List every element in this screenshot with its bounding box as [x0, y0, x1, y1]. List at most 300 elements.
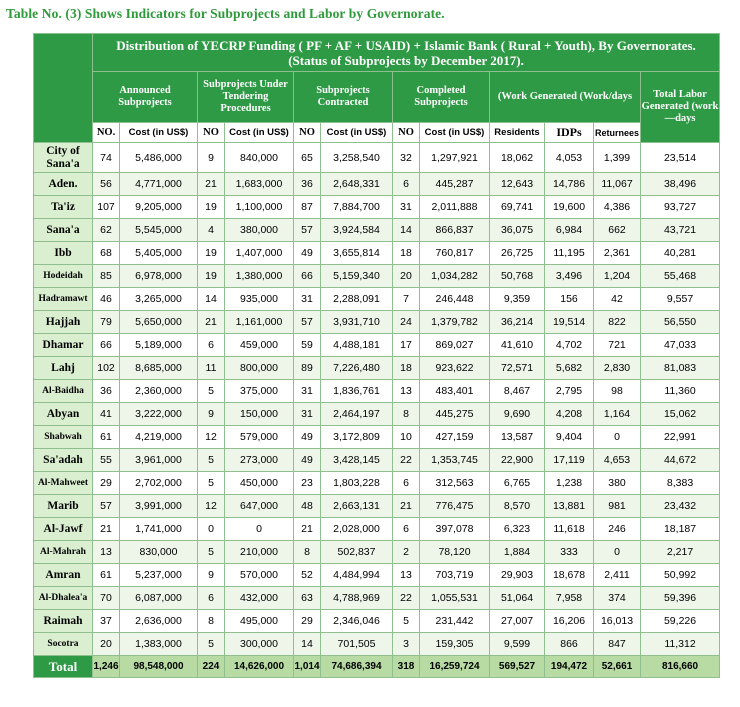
cell-completed-no: 24 [393, 311, 420, 334]
cell-announced-no: 29 [93, 472, 120, 495]
cell-announced-no: 55 [93, 449, 120, 472]
total-completed-no: 318 [393, 656, 420, 678]
cell-contracted-cost: 1,836,761 [321, 380, 393, 403]
cell-contracted-cost: 1,803,228 [321, 472, 393, 495]
cell-announced-cost: 3,991,000 [120, 495, 198, 518]
cell-total-labor: 93,727 [641, 196, 720, 219]
cell-completed-no: 5 [393, 610, 420, 633]
cell-announced-no: 57 [93, 495, 120, 518]
cell-tendering-cost: 1,161,000 [225, 311, 294, 334]
cell-total-labor: 2,217 [641, 541, 720, 564]
cell-returnees: 1,164 [594, 403, 641, 426]
corner-cell [34, 34, 93, 143]
cell-contracted-no: 29 [294, 610, 321, 633]
cell-total-labor: 15,062 [641, 403, 720, 426]
table-row [34, 265, 720, 288]
cell-tendering-no: 5 [198, 541, 225, 564]
table-row [34, 403, 720, 426]
cell-total-labor: 43,721 [641, 219, 720, 242]
table-row [34, 610, 720, 633]
cell-contracted-no: 89 [294, 357, 321, 380]
cell-completed-cost: 1,297,921 [420, 143, 490, 173]
cell-completed-no: 20 [393, 265, 420, 288]
cell-returnees: 0 [594, 541, 641, 564]
cell-announced-cost: 830,000 [120, 541, 198, 564]
cell-completed-cost: 397,078 [420, 518, 490, 541]
cell-total-labor: 56,550 [641, 311, 720, 334]
cell-tendering-cost: 840,000 [225, 143, 294, 173]
cell-tendering-cost: 432,000 [225, 587, 294, 610]
cell-idps: 13,881 [545, 495, 594, 518]
cell-completed-cost: 776,475 [420, 495, 490, 518]
governorate-name: Al-Dhalea'a [34, 587, 93, 610]
governorate-name: Al-Mahweet [34, 472, 93, 495]
cell-contracted-no: 8 [294, 541, 321, 564]
table-title: Distribution of YECRP Funding ( PF + AF + USAID) + Islamic Bank ( Rural + Youth), By Governorates. (Status of Subprojects by December 2017). [93, 34, 720, 72]
cell-returnees: 2,361 [594, 242, 641, 265]
cell-announced-cost: 4,219,000 [120, 426, 198, 449]
cell-tendering-cost: 210,000 [225, 541, 294, 564]
cell-idps: 156 [545, 288, 594, 311]
cell-residents: 13,587 [490, 426, 545, 449]
cell-completed-no: 22 [393, 587, 420, 610]
cell-total-labor: 18,187 [641, 518, 720, 541]
cell-residents: 1,884 [490, 541, 545, 564]
cell-returnees: 1,204 [594, 265, 641, 288]
cell-completed-cost: 869,027 [420, 334, 490, 357]
sub-idps: IDPs [545, 123, 594, 143]
cell-tendering-cost: 0 [225, 518, 294, 541]
cell-announced-cost: 2,360,000 [120, 380, 198, 403]
total-tendering-no: 224 [198, 656, 225, 678]
total-completed-cost: 16,259,724 [420, 656, 490, 678]
cell-returnees: 981 [594, 495, 641, 518]
cell-completed-cost: 1,353,745 [420, 449, 490, 472]
cell-contracted-no: 48 [294, 495, 321, 518]
cell-total-labor: 11,360 [641, 380, 720, 403]
governorate-name: Dhamar [34, 334, 93, 357]
cell-announced-cost: 3,222,000 [120, 403, 198, 426]
governorate-name: Aden. [34, 173, 93, 196]
cell-contracted-no: 31 [294, 288, 321, 311]
table-row [34, 495, 720, 518]
cell-tendering-no: 21 [198, 311, 225, 334]
cell-tendering-no: 11 [198, 357, 225, 380]
cell-announced-cost: 5,650,000 [120, 311, 198, 334]
table-row [34, 426, 720, 449]
cell-idps: 4,208 [545, 403, 594, 426]
cell-contracted-no: 57 [294, 311, 321, 334]
cell-tendering-cost: 1,407,000 [225, 242, 294, 265]
cell-idps: 9,404 [545, 426, 594, 449]
cell-announced-no: 46 [93, 288, 120, 311]
cell-idps: 866 [545, 633, 594, 656]
cell-tendering-no: 19 [198, 242, 225, 265]
cell-tendering-no: 19 [198, 196, 225, 219]
cell-completed-cost: 483,401 [420, 380, 490, 403]
cell-tendering-cost: 450,000 [225, 472, 294, 495]
cell-residents: 36,075 [490, 219, 545, 242]
cell-tendering-no: 12 [198, 426, 225, 449]
cell-contracted-cost: 3,924,584 [321, 219, 393, 242]
sub-announced-no: NO. [93, 123, 120, 143]
cell-announced-no: 79 [93, 311, 120, 334]
cell-contracted-cost: 5,159,340 [321, 265, 393, 288]
cell-completed-no: 8 [393, 403, 420, 426]
cell-idps: 19,514 [545, 311, 594, 334]
cell-announced-no: 85 [93, 265, 120, 288]
cell-announced-no: 41 [93, 403, 120, 426]
cell-contracted-no: 36 [294, 173, 321, 196]
cell-tendering-no: 9 [198, 403, 225, 426]
cell-completed-no: 13 [393, 380, 420, 403]
cell-tendering-no: 9 [198, 143, 225, 173]
cell-tendering-cost: 647,000 [225, 495, 294, 518]
governorate-name: Sa'adah [34, 449, 93, 472]
cell-tendering-no: 6 [198, 587, 225, 610]
cell-returnees: 721 [594, 334, 641, 357]
cell-announced-no: 62 [93, 219, 120, 242]
table-row [34, 242, 720, 265]
cell-idps: 18,678 [545, 564, 594, 587]
cell-completed-cost: 159,305 [420, 633, 490, 656]
cell-tendering-no: 21 [198, 173, 225, 196]
cell-announced-cost: 2,636,000 [120, 610, 198, 633]
cell-announced-no: 66 [93, 334, 120, 357]
cell-completed-cost: 445,275 [420, 403, 490, 426]
cell-idps: 16,206 [545, 610, 594, 633]
cell-completed-no: 7 [393, 288, 420, 311]
cell-announced-no: 107 [93, 196, 120, 219]
cell-tendering-no: 6 [198, 334, 225, 357]
cell-residents: 9,359 [490, 288, 545, 311]
cell-tendering-cost: 579,000 [225, 426, 294, 449]
cell-completed-cost: 1,034,282 [420, 265, 490, 288]
cell-residents: 26,725 [490, 242, 545, 265]
cell-completed-cost: 703,719 [420, 564, 490, 587]
cell-total-labor: 59,226 [641, 610, 720, 633]
cell-contracted-no: 66 [294, 265, 321, 288]
cell-completed-no: 18 [393, 242, 420, 265]
cell-completed-no: 31 [393, 196, 420, 219]
cell-completed-no: 6 [393, 472, 420, 495]
cell-residents: 6,765 [490, 472, 545, 495]
cell-announced-no: 102 [93, 357, 120, 380]
table-row [34, 587, 720, 610]
cell-announced-no: 20 [93, 633, 120, 656]
table-row [34, 288, 720, 311]
cell-announced-no: 13 [93, 541, 120, 564]
cell-tendering-no: 0 [198, 518, 225, 541]
cell-idps: 1,238 [545, 472, 594, 495]
cell-contracted-cost: 3,172,809 [321, 426, 393, 449]
cell-completed-no: 17 [393, 334, 420, 357]
governorate-name: Al-Jawf [34, 518, 93, 541]
governorate-name: City of Sana'a [34, 143, 93, 173]
cell-residents: 6,323 [490, 518, 545, 541]
cell-tendering-cost: 1,380,000 [225, 265, 294, 288]
cell-returnees: 374 [594, 587, 641, 610]
table-row [34, 472, 720, 495]
governorate-name: Ibb [34, 242, 93, 265]
table-row [34, 219, 720, 242]
cell-total-labor: 40,281 [641, 242, 720, 265]
cell-completed-no: 14 [393, 219, 420, 242]
governorate-name: Abyan [34, 403, 93, 426]
cell-residents: 9,599 [490, 633, 545, 656]
cell-completed-cost: 923,622 [420, 357, 490, 380]
cell-announced-cost: 3,265,000 [120, 288, 198, 311]
cell-residents: 50,768 [490, 265, 545, 288]
cell-completed-cost: 1,055,531 [420, 587, 490, 610]
cell-total-labor: 11,312 [641, 633, 720, 656]
cell-contracted-no: 31 [294, 380, 321, 403]
cell-residents: 41,610 [490, 334, 545, 357]
cell-idps: 19,600 [545, 196, 594, 219]
cell-completed-no: 2 [393, 541, 420, 564]
cell-returnees: 847 [594, 633, 641, 656]
cell-idps: 17,119 [545, 449, 594, 472]
cell-tendering-cost: 459,000 [225, 334, 294, 357]
total-announced-cost: 98,548,000 [120, 656, 198, 678]
table-row [34, 541, 720, 564]
cell-contracted-no: 57 [294, 219, 321, 242]
cell-contracted-no: 59 [294, 334, 321, 357]
sub-announced-cost: Cost (in US$) [120, 123, 198, 143]
table-row [34, 173, 720, 196]
cell-tendering-cost: 570,000 [225, 564, 294, 587]
governorate-name: Ta'iz [34, 196, 93, 219]
cell-tendering-no: 5 [198, 380, 225, 403]
cell-tendering-no: 14 [198, 288, 225, 311]
total-labor: 816,660 [641, 656, 720, 678]
sub-completed-cost: Cost (in US$) [420, 123, 490, 143]
cell-returnees: 380 [594, 472, 641, 495]
sub-tendering-cost: Cost (in US$) [225, 123, 294, 143]
governorate-name: Socotra [34, 633, 93, 656]
cell-returnees: 16,013 [594, 610, 641, 633]
cell-returnees: 662 [594, 219, 641, 242]
cell-contracted-cost: 2,648,331 [321, 173, 393, 196]
cell-announced-cost: 2,702,000 [120, 472, 198, 495]
cell-returnees: 2,830 [594, 357, 641, 380]
cell-announced-cost: 5,237,000 [120, 564, 198, 587]
cell-completed-cost: 78,120 [420, 541, 490, 564]
table-row [34, 518, 720, 541]
sub-returnees: Returnees [594, 123, 641, 143]
cell-tendering-cost: 300,000 [225, 633, 294, 656]
cell-residents: 12,643 [490, 173, 545, 196]
cell-contracted-cost: 2,028,000 [321, 518, 393, 541]
governorate-name: Al-Baidha [34, 380, 93, 403]
cell-residents: 72,571 [490, 357, 545, 380]
table-caption: Table No. (3) Shows Indicators for Subprojects and Labor by Governorate. [6, 6, 445, 21]
cell-returnees: 4,386 [594, 196, 641, 219]
cell-returnees: 246 [594, 518, 641, 541]
governorate-name: Shabwah [34, 426, 93, 449]
cell-announced-cost: 6,978,000 [120, 265, 198, 288]
cell-contracted-no: 49 [294, 449, 321, 472]
group-tendering: Subprojects Under Tendering Procedures [198, 72, 294, 123]
cell-contracted-cost: 2,288,091 [321, 288, 393, 311]
cell-total-labor: 59,396 [641, 587, 720, 610]
cell-returnees: 11,067 [594, 173, 641, 196]
cell-completed-no: 6 [393, 173, 420, 196]
cell-announced-cost: 9,205,000 [120, 196, 198, 219]
cell-announced-cost: 8,685,000 [120, 357, 198, 380]
cell-contracted-no: 23 [294, 472, 321, 495]
table-row [34, 311, 720, 334]
cell-contracted-cost: 7,226,480 [321, 357, 393, 380]
governorate-name: Hadramawt [34, 288, 93, 311]
cell-contracted-cost: 2,464,197 [321, 403, 393, 426]
group-announced: Announced Subprojects [93, 72, 198, 123]
cell-returnees: 98 [594, 380, 641, 403]
cell-completed-no: 21 [393, 495, 420, 518]
total-residents: 569,527 [490, 656, 545, 678]
total-label: Total [34, 656, 93, 678]
table-row [34, 334, 720, 357]
cell-tendering-cost: 1,100,000 [225, 196, 294, 219]
cell-total-labor: 9,557 [641, 288, 720, 311]
cell-idps: 4,702 [545, 334, 594, 357]
cell-contracted-no: 49 [294, 426, 321, 449]
cell-tendering-cost: 800,000 [225, 357, 294, 380]
cell-contracted-no: 31 [294, 403, 321, 426]
cell-total-labor: 47,033 [641, 334, 720, 357]
cell-contracted-cost: 701,505 [321, 633, 393, 656]
cell-contracted-cost: 502,837 [321, 541, 393, 564]
cell-completed-cost: 866,837 [420, 219, 490, 242]
total-tendering-cost: 14,626,000 [225, 656, 294, 678]
cell-tendering-no: 5 [198, 633, 225, 656]
cell-contracted-cost: 3,655,814 [321, 242, 393, 265]
cell-total-labor: 55,468 [641, 265, 720, 288]
cell-residents: 8,467 [490, 380, 545, 403]
governorate-name: Amran [34, 564, 93, 587]
cell-contracted-cost: 3,931,710 [321, 311, 393, 334]
cell-returnees: 822 [594, 311, 641, 334]
cell-total-labor: 23,514 [641, 143, 720, 173]
group-completed: Completed Subprojects [393, 72, 490, 123]
cell-completed-cost: 1,379,782 [420, 311, 490, 334]
cell-total-labor: 50,992 [641, 564, 720, 587]
cell-completed-no: 6 [393, 518, 420, 541]
cell-idps: 7,958 [545, 587, 594, 610]
cell-announced-no: 70 [93, 587, 120, 610]
governorate-name: Al-Mahrah [34, 541, 93, 564]
cell-completed-no: 18 [393, 357, 420, 380]
governorate-name: Hodeidah [34, 265, 93, 288]
table-row [34, 564, 720, 587]
cell-residents: 69,741 [490, 196, 545, 219]
sub-tendering-no: NO [198, 123, 225, 143]
cell-contracted-cost: 4,488,181 [321, 334, 393, 357]
governorate-name: Marib [34, 495, 93, 518]
cell-tendering-no: 4 [198, 219, 225, 242]
table-body [34, 143, 720, 656]
cell-tendering-cost: 375,000 [225, 380, 294, 403]
cell-announced-no: 56 [93, 173, 120, 196]
cell-completed-cost: 231,442 [420, 610, 490, 633]
cell-idps: 6,984 [545, 219, 594, 242]
governorate-name: Hajjah [34, 311, 93, 334]
governorate-name: Lahj [34, 357, 93, 380]
cell-idps: 11,195 [545, 242, 594, 265]
cell-tendering-no: 19 [198, 265, 225, 288]
cell-completed-cost: 427,159 [420, 426, 490, 449]
cell-contracted-no: 65 [294, 143, 321, 173]
cell-completed-no: 32 [393, 143, 420, 173]
cell-announced-cost: 1,741,000 [120, 518, 198, 541]
cell-idps: 5,682 [545, 357, 594, 380]
cell-contracted-no: 14 [294, 633, 321, 656]
cell-residents: 27,007 [490, 610, 545, 633]
total-row [34, 656, 720, 678]
cell-announced-cost: 6,087,000 [120, 587, 198, 610]
sub-contracted-no: NO [294, 123, 321, 143]
cell-residents: 8,570 [490, 495, 545, 518]
cell-contracted-cost: 3,258,540 [321, 143, 393, 173]
cell-contracted-cost: 2,346,046 [321, 610, 393, 633]
cell-total-labor: 8,383 [641, 472, 720, 495]
cell-tendering-no: 5 [198, 449, 225, 472]
cell-completed-no: 3 [393, 633, 420, 656]
sub-residents: Residents [490, 123, 545, 143]
table-row [34, 449, 720, 472]
cell-contracted-no: 52 [294, 564, 321, 587]
cell-idps: 4,053 [545, 143, 594, 173]
cell-announced-no: 21 [93, 518, 120, 541]
governorate-name: Raimah [34, 610, 93, 633]
table-row [34, 357, 720, 380]
cell-announced-cost: 4,771,000 [120, 173, 198, 196]
cell-tendering-no: 5 [198, 472, 225, 495]
cell-completed-cost: 246,448 [420, 288, 490, 311]
cell-returnees: 4,653 [594, 449, 641, 472]
total-contracted-cost: 74,686,394 [321, 656, 393, 678]
cell-residents: 51,064 [490, 587, 545, 610]
total-announced-no: 1,246 [93, 656, 120, 678]
cell-idps: 14,786 [545, 173, 594, 196]
cell-residents: 36,214 [490, 311, 545, 334]
cell-contracted-cost: 2,663,131 [321, 495, 393, 518]
cell-total-labor: 81,083 [641, 357, 720, 380]
table-row [34, 633, 720, 656]
total-returnees: 52,661 [594, 656, 641, 678]
cell-announced-no: 61 [93, 564, 120, 587]
governorate-name: Sana'a [34, 219, 93, 242]
cell-announced-no: 74 [93, 143, 120, 173]
cell-returnees: 1,399 [594, 143, 641, 173]
cell-tendering-cost: 273,000 [225, 449, 294, 472]
cell-announced-cost: 1,383,000 [120, 633, 198, 656]
cell-returnees: 42 [594, 288, 641, 311]
cell-tendering-no: 9 [198, 564, 225, 587]
cell-tendering-no: 8 [198, 610, 225, 633]
table-row [34, 380, 720, 403]
cell-completed-no: 10 [393, 426, 420, 449]
total-idps: 194,472 [545, 656, 594, 678]
group-total-labor: Total Labor Generated (work—days [641, 72, 720, 143]
cell-announced-no: 68 [93, 242, 120, 265]
cell-idps: 2,795 [545, 380, 594, 403]
cell-total-labor: 23,432 [641, 495, 720, 518]
cell-idps: 11,618 [545, 518, 594, 541]
cell-contracted-no: 49 [294, 242, 321, 265]
cell-tendering-cost: 150,000 [225, 403, 294, 426]
cell-tendering-cost: 380,000 [225, 219, 294, 242]
